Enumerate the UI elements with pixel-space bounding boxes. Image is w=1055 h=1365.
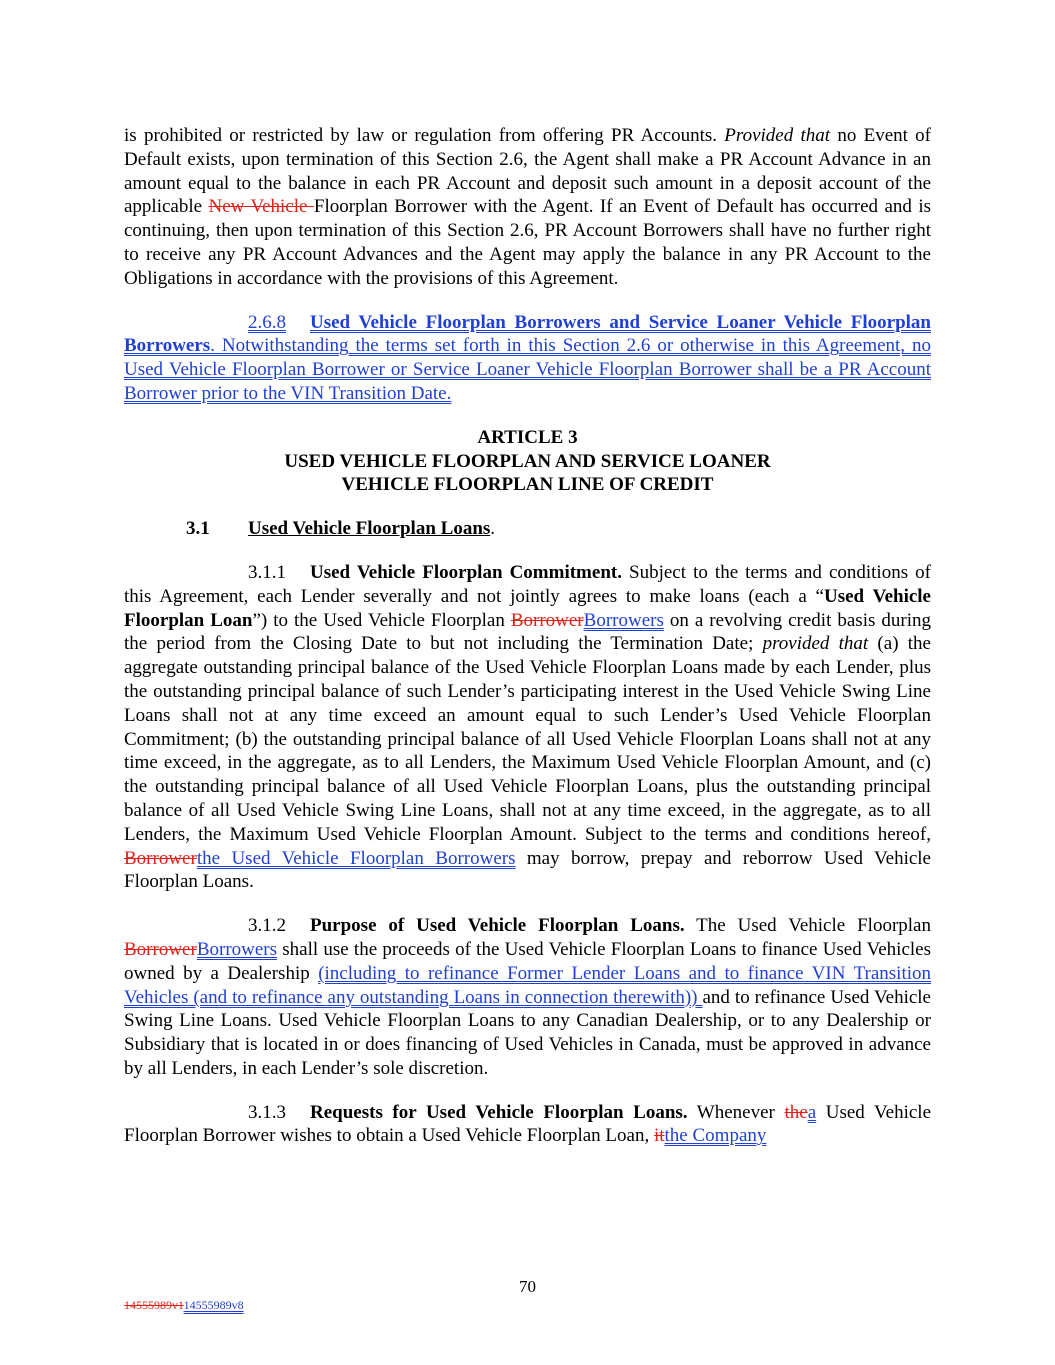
deleted-text: Borrower [124,847,197,869]
section-number: 3.1.2 [248,915,286,937]
inserted-text: Borrowers [583,609,664,631]
section-title: Requests for Used Vehicle Floorplan Loans. [310,1101,688,1123]
deleted-text: it [653,1125,665,1147]
inserted-text: Borrowers [196,938,278,960]
deleted-doc-id: 14555989v1 [124,1298,184,1312]
text: on a revolving credit basis during the period from the Closing Date to but not including the Termination Date; [124,609,931,655]
article-heading [124,426,931,497]
section-number: 3.1.3 [248,1101,286,1123]
article-title-line-1: USED VEHICLE FLOORPLAN AND SERVICE LOANER [284,450,771,472]
text: Floorplan Borrower with the Agent. If an Event of Default has occurred and is continuing, then upon termination of this Section 2.6, PR Account Borrowers shall have no further right to receive any PR Account Advances and the Agent may apply the balance in any PR Account to the Obligations in accordance with the provisions of this Agreement. [124,196,931,289]
section-number: 3.1 [186,518,210,540]
text: The Used Vehicle Floorplan [684,915,931,937]
deleted-text: the [784,1101,808,1123]
text: (a) the aggregate outstanding principal balance of the Used Vehicle Floorplan Loans made by each Lender, plus the outstanding principal balance of such Lender’s participating interest in the Used Vehicle Swing Line Loans shall not at any time exceed an amount equal to such Lender’s Used Vehicle Floorplan Commitment; (b) the outstanding principal balance of all Used Vehicle Floorplan Loans shall not at any time exceed, in the aggregate, as to all Lenders, the Maximum Used Vehicle Floorplan Amount, and (c) the outstanding principal balance of all Used Vehicle Floorplan Loans, plus the outstanding principal balance of all Used Vehicle Swing Line Loans, shall not at any time exceed, in the aggregate, as to all Lenders, the Maximum Used Vehicle Floorplan Amount. Subject to the terms and conditions hereof, [124,633,931,845]
italic-text: provided that [762,633,869,655]
section-3-1-heading [186,517,931,541]
italic-text: Provided that [724,125,831,146]
deleted-text: Borrower [510,609,584,631]
text: shall use the proceeds of the Used Vehicle Floorplan Loans to finance Used Vehicles owned by a Dealership [124,938,931,984]
inserted-text: the Used Vehicle Floorplan Borrowers [196,847,516,869]
section-title: Used Vehicle Floorplan Loans [248,518,491,540]
inserted-text: a [807,1101,817,1123]
document-page [124,124,931,1168]
page-number: 70 [519,1277,536,1296]
text: may borrow, prepay and reborrow Used Vehicle Floorplan Loans. [124,847,931,893]
article-number: ARTICLE 3 [477,426,578,448]
text: is prohibited or restricted by law or regulation from offering PR Accounts. [124,125,725,146]
inserted-text: the Company [664,1125,767,1147]
inserted-doc-id: 14555989v8 [183,1298,244,1312]
inserted-text: . Notwithstanding the terms set forth in this Section 2.6 or otherwise in this Agreement, no Used Vehicle Floorplan Borrower or Service Loaner Vehicle Floorplan Borrower shall be a PR Account Borrower prior to the VIN Transition Date. [124,335,931,404]
document-id [124,1298,244,1313]
section-title: Used Vehicle Floorplan Commitment. [310,561,622,583]
text: Subject to the terms and conditions of this Agreement, each Lender severally and not jointly agrees to make loans (each a “ [124,561,931,607]
section-3-1-2 [124,914,931,1081]
section-3-1-1 [124,561,931,894]
section-number: 2.6.8 [248,311,286,333]
inserted-text: (including to refinance Former Lender Loans and to finance VIN Transition Vehicles (and to refinance any outstanding Loans in connection therewith)) [124,962,931,1008]
text: Used Vehicle Floorplan Borrower wishes to obtain a Used Vehicle Floorplan Loan, [124,1101,932,1147]
article-title-line-2: VEHICLE FLOORPLAN LINE OF CREDIT [341,474,714,496]
paragraph-continuation [124,124,931,291]
text: ”) to the Used Vehicle Floorplan [252,609,511,631]
text: and to refinance Used Vehicle Swing Line Loans. Used Vehicle Floorplan Loans to any Canadian Dealership, or to any Dealership or Subsidiary that is located in or does financing of Used Vehicles in Canada, must be approved in advance by all Lenders, in each Lender’s sole discretion. [124,986,931,1079]
section-title: Used Vehicle Floorplan Borrowers and Service Loaner Vehicle Floorplan Borrowers [124,311,931,357]
text: . [490,518,496,540]
section-3-1-3 [124,1101,931,1149]
section-2-6-8 [124,311,931,406]
deleted-text: Borrower [124,938,197,960]
section-title: Purpose of Used Vehicle Floorplan Loans. [310,915,685,937]
section-number: 3.1.1 [248,561,286,583]
deleted-text: New Vehicle [208,196,314,218]
defined-term: Used Vehicle Floorplan Loan [124,585,931,631]
text: Whenever [687,1101,785,1123]
text: no Event of Default exists, upon termination of this Section 2.6, the Agent shall make a PR Account Advance in an amount equal to the balance in each PR Account and deposit such amount in a deposit account of the applicable [124,125,931,218]
